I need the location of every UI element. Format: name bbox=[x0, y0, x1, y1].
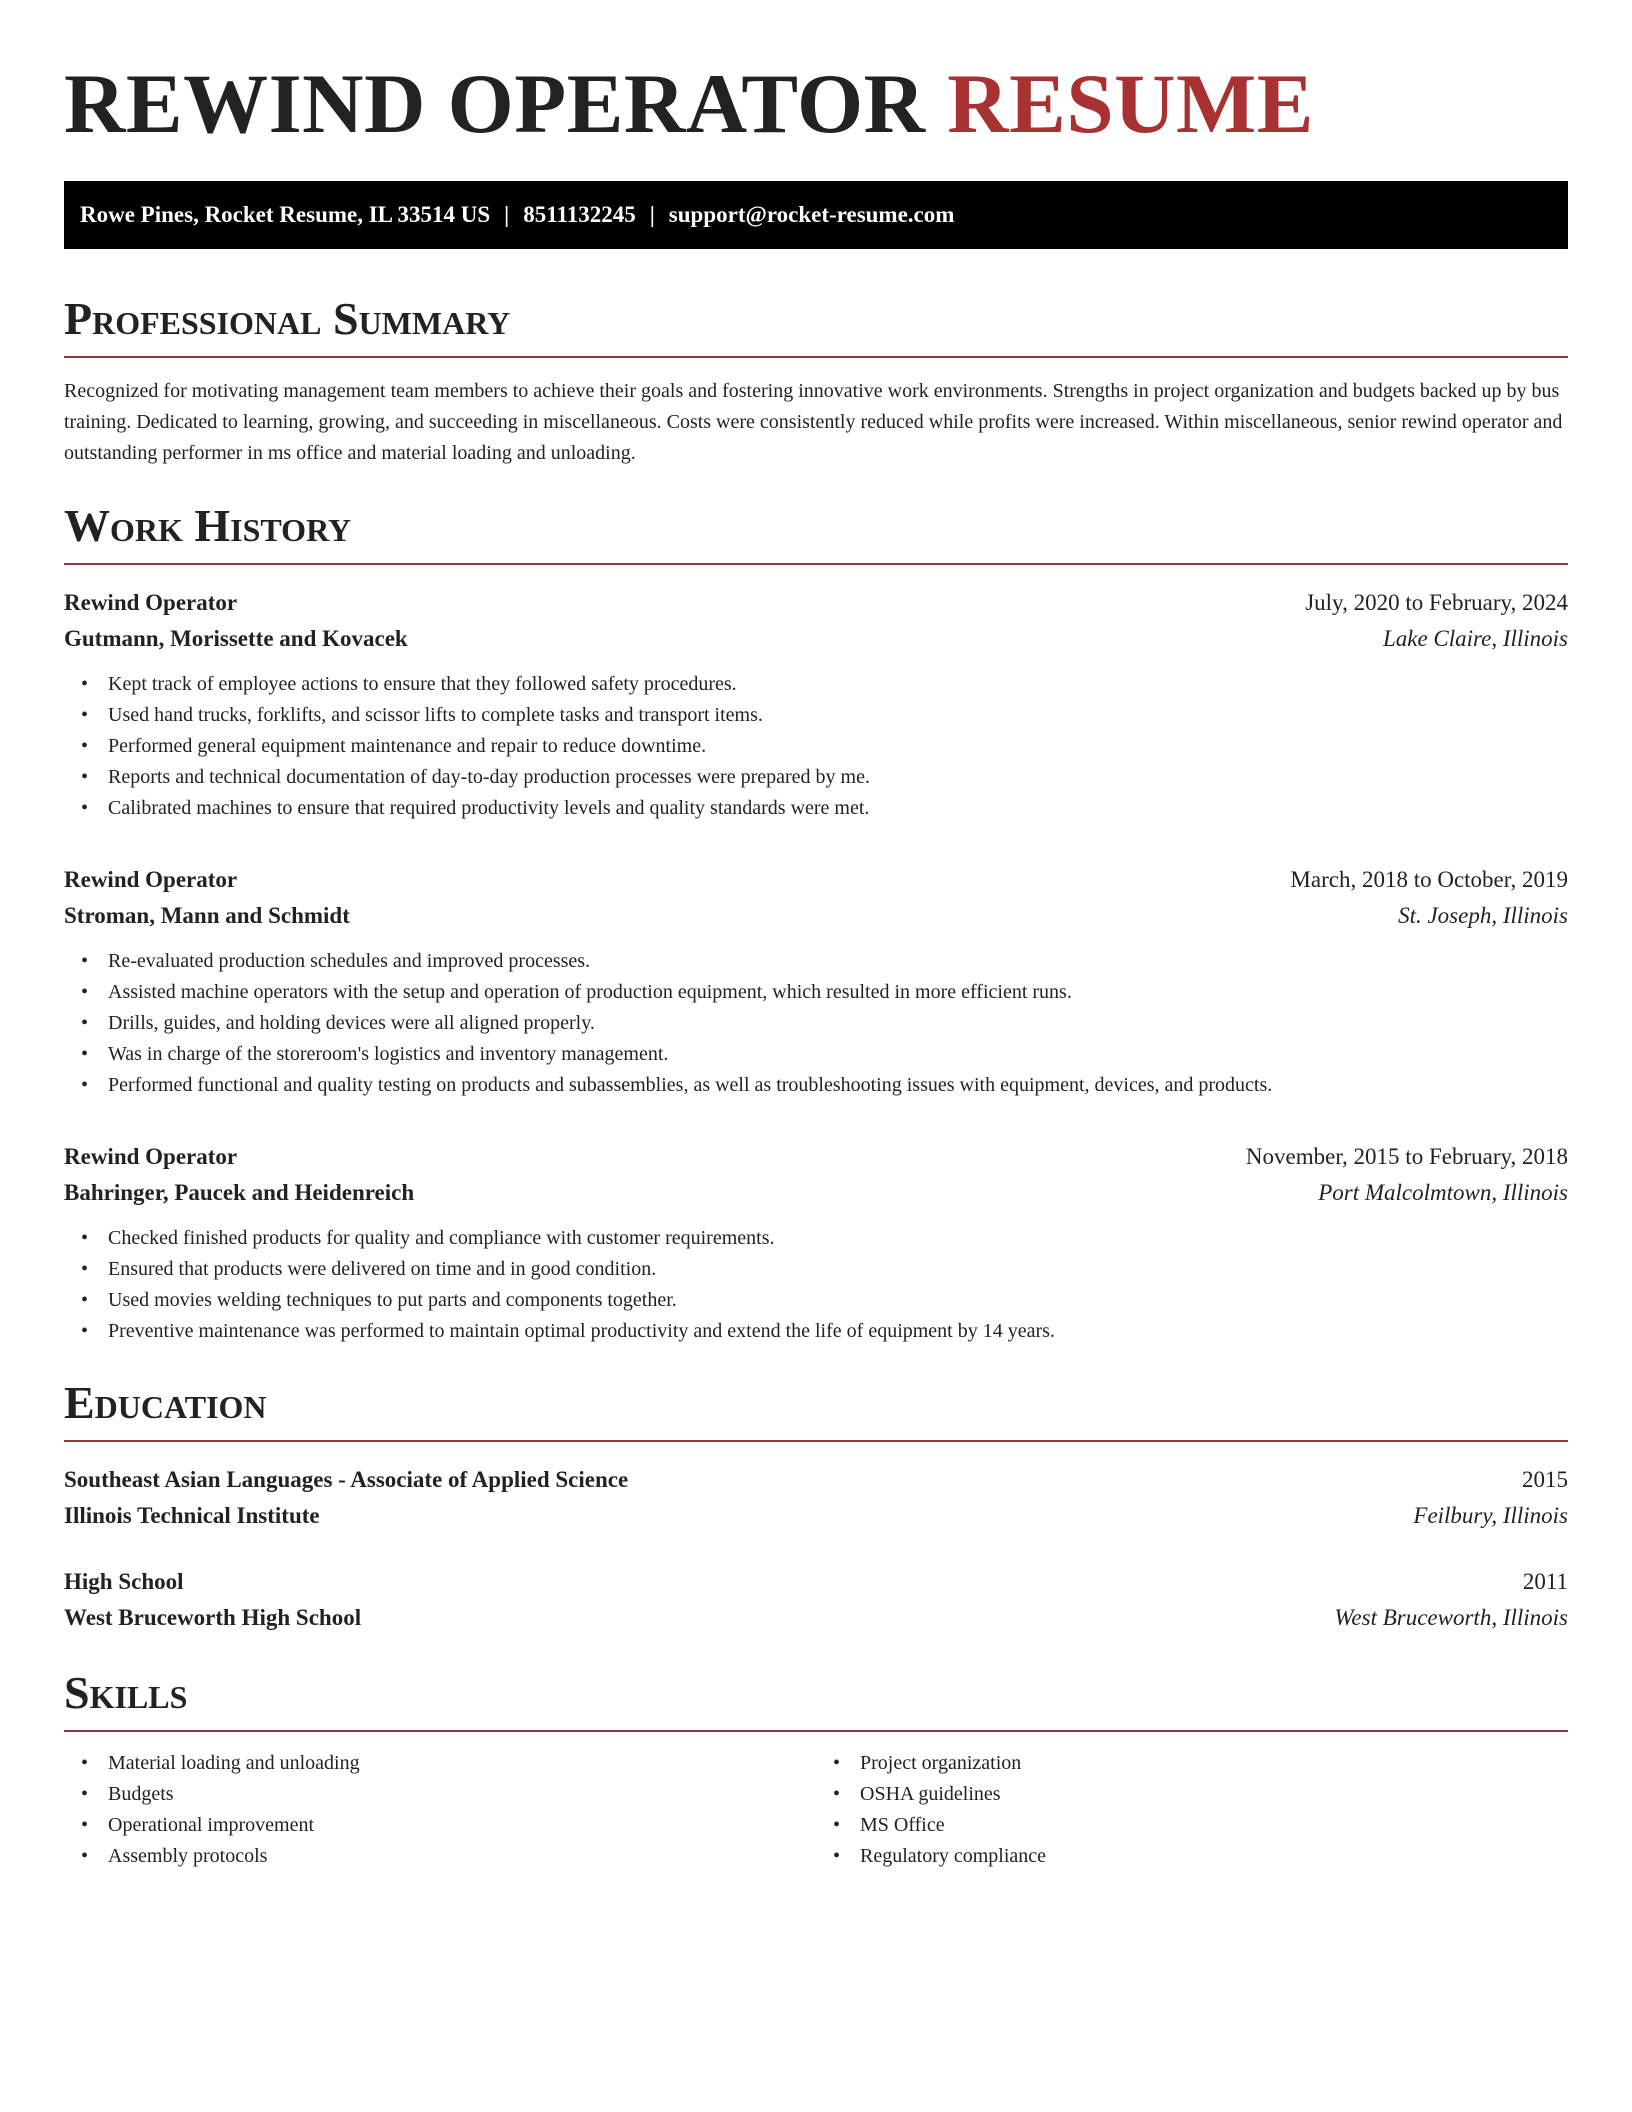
skills-heading: Skills bbox=[64, 1670, 1568, 1732]
skill-item: • MS Office bbox=[860, 1810, 1568, 1841]
education-entry bbox=[64, 1462, 1568, 1534]
job-bullets bbox=[64, 669, 1568, 824]
job-company: Bahringer, Paucek and Heidenreich bbox=[64, 1180, 415, 1205]
skill-item: • Operational improvement bbox=[108, 1810, 816, 1841]
job-company: Gutmann, Morissette and Kovacek bbox=[64, 626, 408, 651]
job-bullet: • Checked finished products for quality and compliance with customer requirements. bbox=[108, 1223, 1568, 1254]
job-bullets bbox=[64, 946, 1568, 1101]
contact-bar bbox=[64, 181, 1568, 249]
job-bullet: • Re-evaluated production schedules and improved processes. bbox=[108, 946, 1568, 977]
skill-item: • OSHA guidelines bbox=[860, 1779, 1568, 1810]
contact-separator: | bbox=[504, 202, 510, 227]
education-entry bbox=[64, 1564, 1568, 1636]
education-year: 2011 bbox=[1522, 1569, 1568, 1594]
job-bullet: • Ensured that products were delivered on time and in good condition. bbox=[108, 1254, 1568, 1285]
skill-item: • Material loading and unloading bbox=[108, 1748, 816, 1779]
job-dates: March, 2018 to October, 2019 bbox=[1290, 867, 1568, 892]
job-title: Rewind Operator bbox=[64, 1144, 238, 1169]
skills-list bbox=[64, 1748, 1568, 1872]
education-degree: Southeast Asian Languages - Associate of Applied Science bbox=[64, 1467, 629, 1492]
job-entry bbox=[64, 1139, 1568, 1347]
education-school: West Bruceworth High School bbox=[64, 1605, 362, 1630]
skills-column-right bbox=[816, 1748, 1568, 1872]
education-location: West Bruceworth, Illinois bbox=[1334, 1605, 1568, 1630]
job-bullet: • Used hand trucks, forklifts, and scissor lifts to complete tasks and transport items. bbox=[108, 700, 1568, 731]
summary-text: Recognized for motivating management team members to achieve their goals and fostering innovative work environments. Strengths in project organization and budgets backed up by bus training. Dedicated to learning, growing, and succeeding in miscellaneous. Costs were consistently reduced while profits were increased. Within miscellaneous, senior rewind operator and outstanding performer in ms office and material loading and unloading. bbox=[64, 380, 1563, 464]
contact-phone[interactable]: 8511132245 bbox=[523, 202, 636, 227]
job-dates: July, 2020 to February, 2024 bbox=[1305, 590, 1568, 615]
job-location: St. Joseph, Illinois bbox=[1398, 903, 1568, 928]
job-bullet: • Performed general equipment maintenance and repair to reduce downtime. bbox=[108, 731, 1568, 762]
job-entry bbox=[64, 862, 1568, 1101]
work-history-heading: Work History bbox=[64, 503, 1568, 565]
skill-item: • Assembly protocols bbox=[108, 1841, 816, 1872]
job-title: Rewind Operator bbox=[64, 590, 238, 615]
title-main: REWIND OPERATOR bbox=[64, 57, 926, 151]
job-bullet: • Calibrated machines to ensure that required productivity levels and quality standards were met. bbox=[108, 793, 1568, 824]
job-entry bbox=[64, 585, 1568, 824]
contact-address: Rowe Pines, Rocket Resume, IL 33514 US bbox=[80, 202, 491, 227]
job-bullet: • Was in charge of the storeroom's logistics and inventory management. bbox=[108, 1039, 1568, 1070]
contact-separator: | bbox=[649, 202, 655, 227]
job-bullet: • Performed functional and quality testing on products and subassemblies, as well as troubleshooting issues with equipment, devices, and products. bbox=[108, 1070, 1568, 1101]
summary-heading: Professional Summary bbox=[64, 296, 1568, 358]
title-accent: RESUME bbox=[947, 57, 1314, 151]
skill-item: • Project organization bbox=[860, 1748, 1568, 1779]
job-location: Lake Claire, Illinois bbox=[1382, 626, 1568, 651]
job-company: Stroman, Mann and Schmidt bbox=[64, 903, 350, 928]
job-bullet: • Assisted machine operators with the setup and operation of production equipment, which resulted in more efficient runs. bbox=[108, 977, 1568, 1008]
job-bullets bbox=[64, 1223, 1568, 1347]
job-bullet: • Used movies welding techniques to put parts and components together. bbox=[108, 1285, 1568, 1316]
skill-item: • Regulatory compliance bbox=[860, 1841, 1568, 1872]
resume-title bbox=[64, 57, 1568, 151]
skills-column-left bbox=[64, 1748, 816, 1872]
job-bullet: • Drills, guides, and holding devices were all aligned properly. bbox=[108, 1008, 1568, 1039]
job-dates: November, 2015 to February, 2018 bbox=[1245, 1144, 1568, 1169]
skill-item: • Budgets bbox=[108, 1779, 816, 1810]
education-location: Feilbury, Illinois bbox=[1413, 1503, 1568, 1528]
education-school: Illinois Technical Institute bbox=[64, 1503, 320, 1528]
education-heading: Education bbox=[64, 1380, 1568, 1442]
job-title: Rewind Operator bbox=[64, 867, 238, 892]
job-bullet: • Kept track of employee actions to ensure that they followed safety procedures. bbox=[108, 669, 1568, 700]
education-year: 2015 bbox=[1522, 1467, 1568, 1492]
job-bullet: • Preventive maintenance was performed to maintain optimal productivity and extend the life of equipment by 14 years. bbox=[108, 1316, 1568, 1347]
education-degree: High School bbox=[64, 1569, 184, 1594]
job-location: Port Malcolmtown, Illinois bbox=[1318, 1180, 1568, 1205]
job-bullet: • Reports and technical documentation of day-to-day production processes were prepared by me. bbox=[108, 762, 1568, 793]
contact-email[interactable]: support@rocket-resume.com bbox=[668, 202, 955, 227]
